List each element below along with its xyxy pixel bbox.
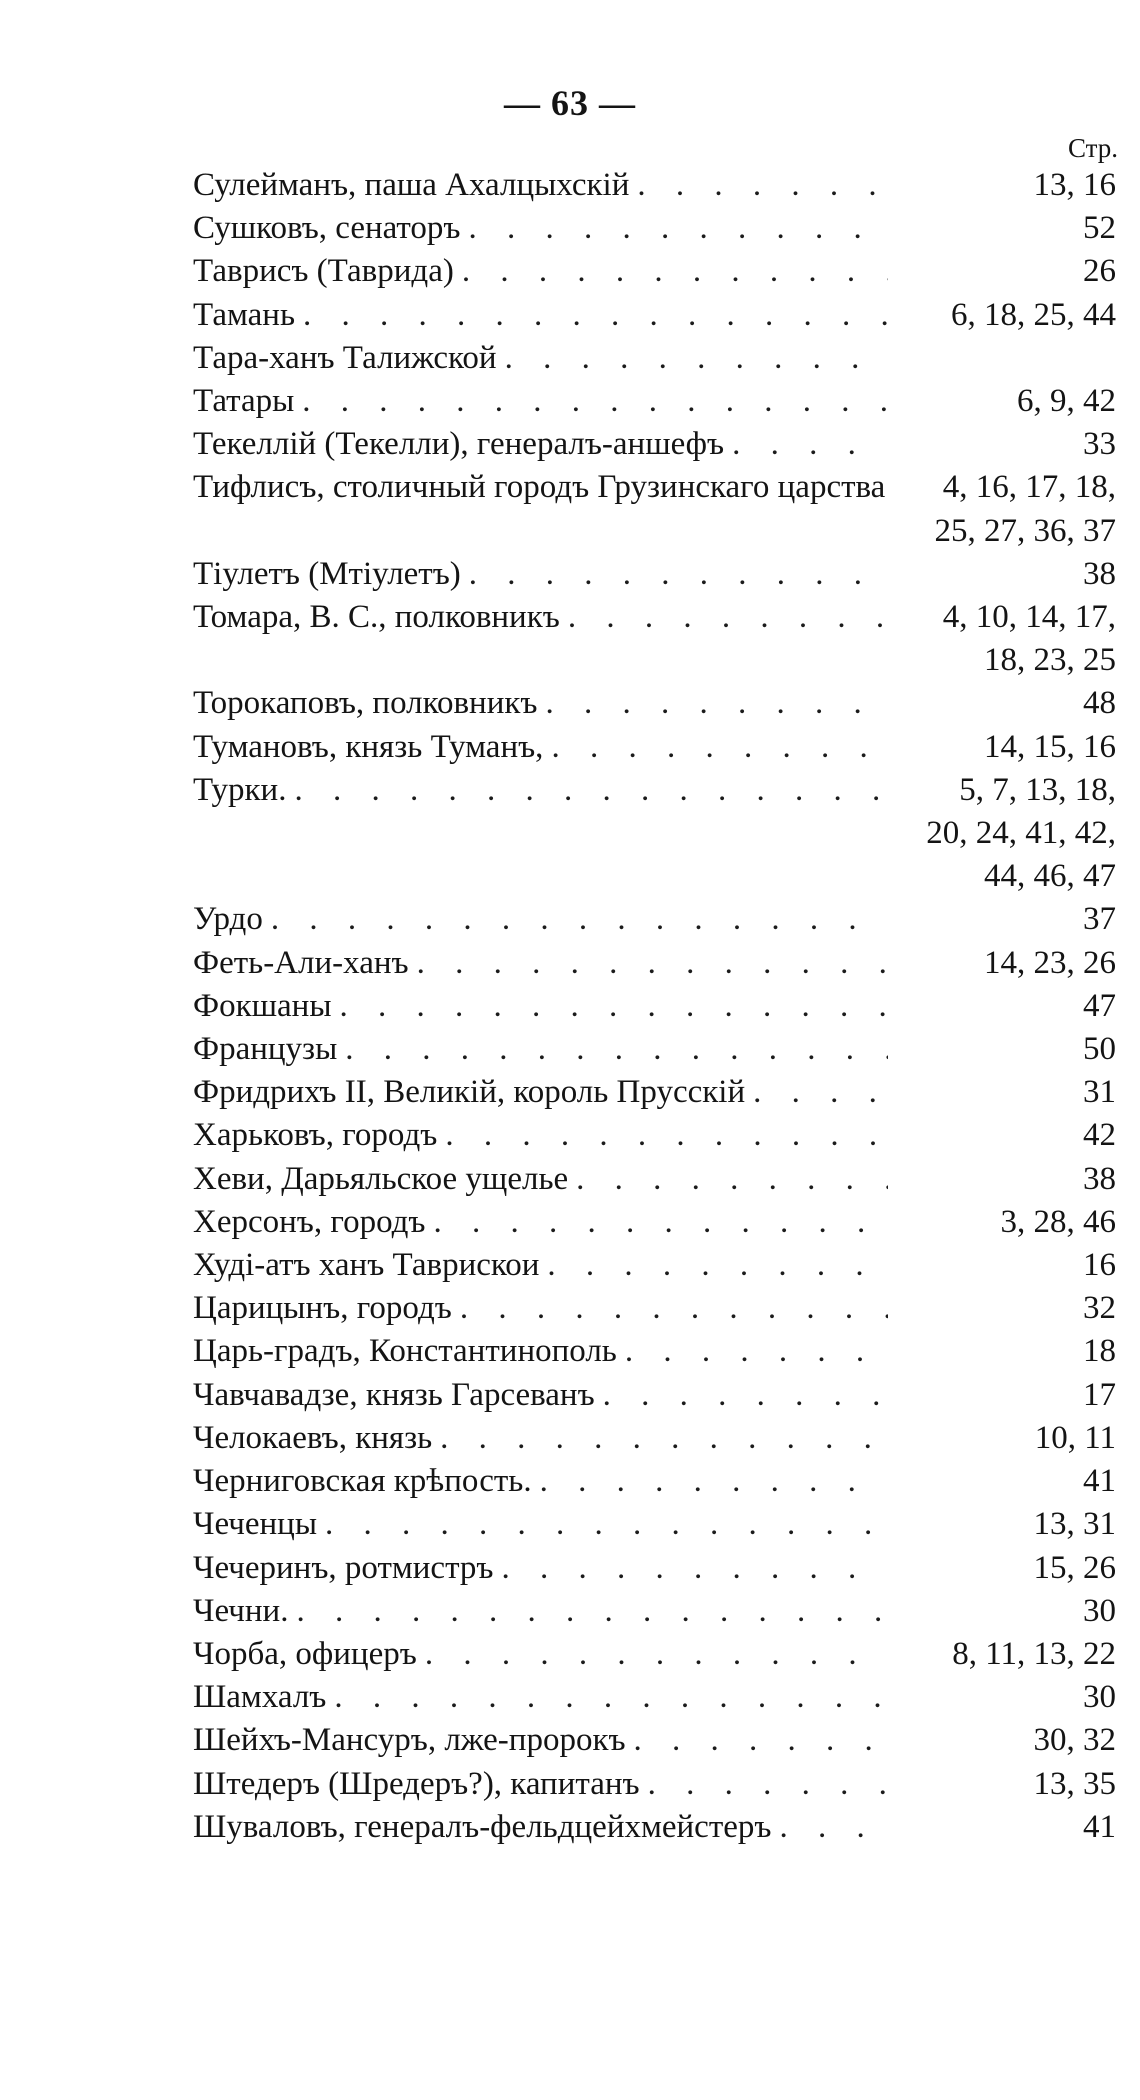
entry-heading [193, 942, 888, 985]
entry-heading [193, 294, 888, 337]
index-entry [193, 596, 1116, 682]
entry-heading [193, 1460, 888, 1503]
entry-page-numbers: 47 [1083, 987, 1116, 1024]
entry-name: Урдо [193, 901, 263, 938]
entry-page-numbers: 37 [1083, 901, 1116, 938]
dot-leader [332, 985, 889, 1028]
dot-leader [337, 1028, 888, 1071]
entry-name: Чавчавадзе, князь Гарсеванъ [193, 1376, 595, 1413]
dot-leader [326, 1676, 888, 1719]
entry-name: Шуваловъ, генералъ-фельдцейхмейстеръ [193, 1808, 772, 1845]
dot-leader [539, 1244, 888, 1287]
entry-name: Херсонъ, городъ [193, 1203, 426, 1240]
entry-name: Тумановъ, князь Туманъ, [193, 728, 544, 765]
index-entry [193, 942, 1116, 985]
entry-page-numbers: 14, 23, 26 [984, 944, 1116, 981]
entry-name: Турки. [193, 771, 287, 808]
index-entry [193, 164, 1116, 207]
entry-name: Фокшаны [193, 987, 332, 1024]
index-entry [193, 1806, 1116, 1849]
index-entry [193, 1158, 1116, 1201]
entry-page-numbers: 15, 26 [1033, 1549, 1116, 1586]
index-list [193, 164, 1116, 1849]
entry-name: Торокаповъ, полковникъ [193, 685, 538, 722]
entry-page-numbers: 5, 7, 13, 18, 20, 24, 41, 42, 44, 46, 47 [926, 771, 1116, 895]
entry-page-numbers: 8, 11, 13, 22 [952, 1635, 1116, 1672]
entry-heading [193, 726, 888, 769]
entry-name: Французы [193, 1031, 338, 1068]
entry-heading [193, 682, 888, 725]
dot-leader [263, 898, 888, 941]
page-number: — 63 — [504, 83, 636, 123]
entry-page-numbers: 38 [1083, 555, 1116, 592]
entry-page-numbers: 52 [1083, 210, 1116, 247]
index-entry [193, 1028, 1116, 1071]
entry-name: Томара, В. С., полковникъ [193, 599, 560, 636]
entry-page-numbers: 42 [1083, 1117, 1116, 1154]
entry-heading [193, 1201, 888, 1244]
entry-heading [193, 596, 888, 639]
entry-heading [193, 898, 888, 941]
entry-heading [193, 1114, 888, 1157]
dot-leader [537, 682, 888, 725]
entry-page-numbers: 18 [1083, 1333, 1116, 1370]
entry-heading [193, 1503, 888, 1546]
entry-heading [193, 1590, 888, 1633]
index-entry [193, 1330, 1116, 1373]
entry-name: Черниговская крѣпость. [193, 1463, 532, 1500]
entry-page-numbers: 16 [1083, 1247, 1116, 1284]
entry-name: Худі-атъ ханъ Таврискои [193, 1247, 540, 1284]
entry-heading [193, 1071, 888, 1114]
entry-heading [193, 1633, 888, 1676]
entry-name: Штедеръ (Шредеръ?), капитанъ [193, 1765, 640, 1802]
dot-leader [461, 553, 888, 596]
entry-page-numbers: 14, 15, 16 [984, 728, 1116, 765]
dot-leader [437, 1114, 888, 1157]
entry-name: Татары [193, 383, 295, 420]
entry-name: Текеллій (Текелли), генералъ-аншефъ [193, 426, 725, 463]
index-entry [193, 1547, 1116, 1590]
entry-name: Тіулетъ (Мтіулетъ) [193, 555, 461, 592]
dot-leader [560, 596, 888, 639]
entry-page-numbers: 13, 16 [1033, 167, 1116, 203]
entry-page-numbers: 38 [1083, 1160, 1116, 1197]
index-entry [193, 1287, 1116, 1330]
dot-leader [617, 1330, 888, 1373]
entry-name: Шейхъ-Мансуръ, лже-пророкъ [193, 1722, 626, 1759]
dot-leader [745, 1071, 888, 1114]
dot-leader [417, 1633, 888, 1676]
dot-leader [626, 1719, 888, 1762]
entry-heading [193, 985, 888, 1028]
index-entry [193, 1114, 1116, 1157]
entry-heading [193, 250, 888, 293]
entry-name: Чечни. [193, 1592, 289, 1629]
index-entry [193, 380, 1116, 423]
entry-heading [193, 1158, 888, 1201]
entry-heading [193, 1417, 888, 1460]
index-entry [193, 1503, 1116, 1546]
entry-heading [193, 423, 888, 466]
index-entry [193, 1201, 1116, 1244]
dot-leader [452, 1287, 888, 1330]
dot-leader [286, 769, 888, 812]
index-entry [193, 553, 1116, 596]
index-entry [193, 294, 1116, 337]
index-entry [193, 1676, 1116, 1719]
dot-leader [629, 164, 888, 207]
entry-heading [193, 553, 888, 596]
index-entry [193, 423, 1116, 466]
index-entry [193, 1633, 1116, 1676]
index-entry [193, 682, 1116, 725]
dot-leader [724, 423, 888, 466]
index-entry [193, 1460, 1116, 1503]
entry-page-numbers: 4, 10, 14, 17, 18, 23, 25 [942, 599, 1116, 679]
dot-leader [295, 294, 888, 337]
entry-name: Таврисъ (Таврида) [193, 253, 454, 290]
index-entry [193, 337, 1116, 380]
dot-leader [409, 942, 888, 985]
dot-leader [497, 337, 888, 380]
entry-page-numbers: 6, 18, 25, 44 [951, 296, 1116, 333]
index-entry [193, 769, 1116, 899]
entry-page-numbers: 13, 35 [1033, 1765, 1116, 1802]
index-entry [193, 726, 1116, 769]
entry-heading [193, 1028, 888, 1071]
entry-page-numbers: 48 [1083, 685, 1116, 722]
index-entry [193, 985, 1116, 1028]
entry-name: Харьковъ, городъ [193, 1117, 438, 1154]
index-entry [193, 1590, 1116, 1633]
entry-heading [193, 164, 888, 207]
dot-leader [288, 1590, 888, 1633]
entry-heading [193, 1547, 888, 1590]
entry-name: Тифлисъ, столичный городъ Грузинскаго царства [193, 469, 886, 506]
entry-name: Челокаевъ, князь [193, 1419, 433, 1456]
entry-name: Сулейманъ, паша Ахалцыхскій [193, 167, 630, 203]
index-entry [193, 250, 1116, 293]
entry-page-numbers: 41 [1083, 1808, 1116, 1845]
index-entry [193, 466, 1116, 552]
entry-heading [193, 207, 888, 250]
dot-leader [432, 1417, 888, 1460]
index-entry [193, 1763, 1116, 1806]
dot-leader [543, 726, 888, 769]
entry-heading [193, 1374, 888, 1417]
entry-page-numbers: 17 [1083, 1376, 1116, 1413]
entry-name: Чеченцы [193, 1506, 318, 1543]
entry-page-numbers: 30 [1083, 1679, 1116, 1716]
entry-name: Чорба, офицеръ [193, 1635, 417, 1672]
entry-name: Чечеринъ, ротмистръ [193, 1549, 494, 1586]
entry-name: Сушковъ, сенаторъ [193, 210, 461, 247]
entry-heading [193, 1763, 888, 1806]
entry-name: Шамхалъ [193, 1679, 327, 1716]
index-entry [193, 1719, 1116, 1762]
entry-heading [193, 337, 888, 380]
dot-leader [640, 1763, 888, 1806]
entry-page-numbers: 50 [1083, 1031, 1116, 1068]
entry-page-numbers: 41 [1083, 1463, 1116, 1500]
entry-page-numbers: 32 [1083, 1290, 1116, 1327]
entry-name: Хеви, Дарьяльское ущелье [193, 1160, 569, 1197]
dot-leader [454, 250, 888, 293]
entry-heading [193, 769, 888, 812]
page-column-heading: Стр. [1067, 133, 1118, 163]
entry-heading [193, 466, 888, 509]
dot-leader [460, 207, 888, 250]
entry-heading [193, 1806, 888, 1849]
index-entry [193, 207, 1116, 250]
entry-heading [193, 1676, 888, 1719]
index-entry [193, 1244, 1116, 1287]
entry-name: Тамань [193, 296, 295, 333]
entry-page-numbers: 31 [1083, 1074, 1116, 1111]
entry-page-numbers: 30 [1083, 1592, 1116, 1629]
index-entry [193, 1417, 1116, 1460]
dot-leader [493, 1547, 888, 1590]
entry-page-numbers: 30, 32 [1033, 1722, 1116, 1759]
entry-page-numbers: 4, 16, 17, 18, 25, 27, 36, 37 [934, 469, 1116, 549]
dot-leader [425, 1201, 888, 1244]
index-entry [193, 898, 1116, 941]
entry-name: Фридрихъ II, Великій, король Прусскій [193, 1074, 746, 1111]
dot-leader [317, 1503, 888, 1546]
entry-name: Царь-градъ, Константинополь [193, 1333, 617, 1370]
entry-heading [193, 380, 888, 423]
entry-page-numbers: 33 [1083, 426, 1116, 463]
dot-leader [294, 380, 888, 423]
entry-heading [193, 1719, 888, 1762]
index-entry [193, 1374, 1116, 1417]
entry-page-numbers: 6, 9, 42 [1017, 383, 1116, 420]
entry-page-numbers: 13, 31 [1033, 1506, 1116, 1543]
dot-leader [771, 1806, 888, 1849]
entry-page-numbers: 10, 11 [1034, 1419, 1116, 1456]
entry-name: Царицынъ, городъ [193, 1290, 452, 1327]
entry-name: Феть-Али-ханъ [193, 944, 409, 981]
index-entry [193, 1071, 1116, 1114]
entry-name: Тара-ханъ Талижской [193, 339, 497, 376]
entry-heading [193, 1330, 888, 1373]
entry-page-numbers: 26 [1083, 253, 1116, 290]
entry-page-numbers: 3, 28, 46 [1000, 1203, 1116, 1240]
dot-leader [568, 1158, 888, 1201]
entry-heading [193, 1287, 888, 1330]
dot-leader [532, 1460, 888, 1503]
dot-leader [595, 1374, 888, 1417]
entry-heading [193, 1244, 888, 1287]
